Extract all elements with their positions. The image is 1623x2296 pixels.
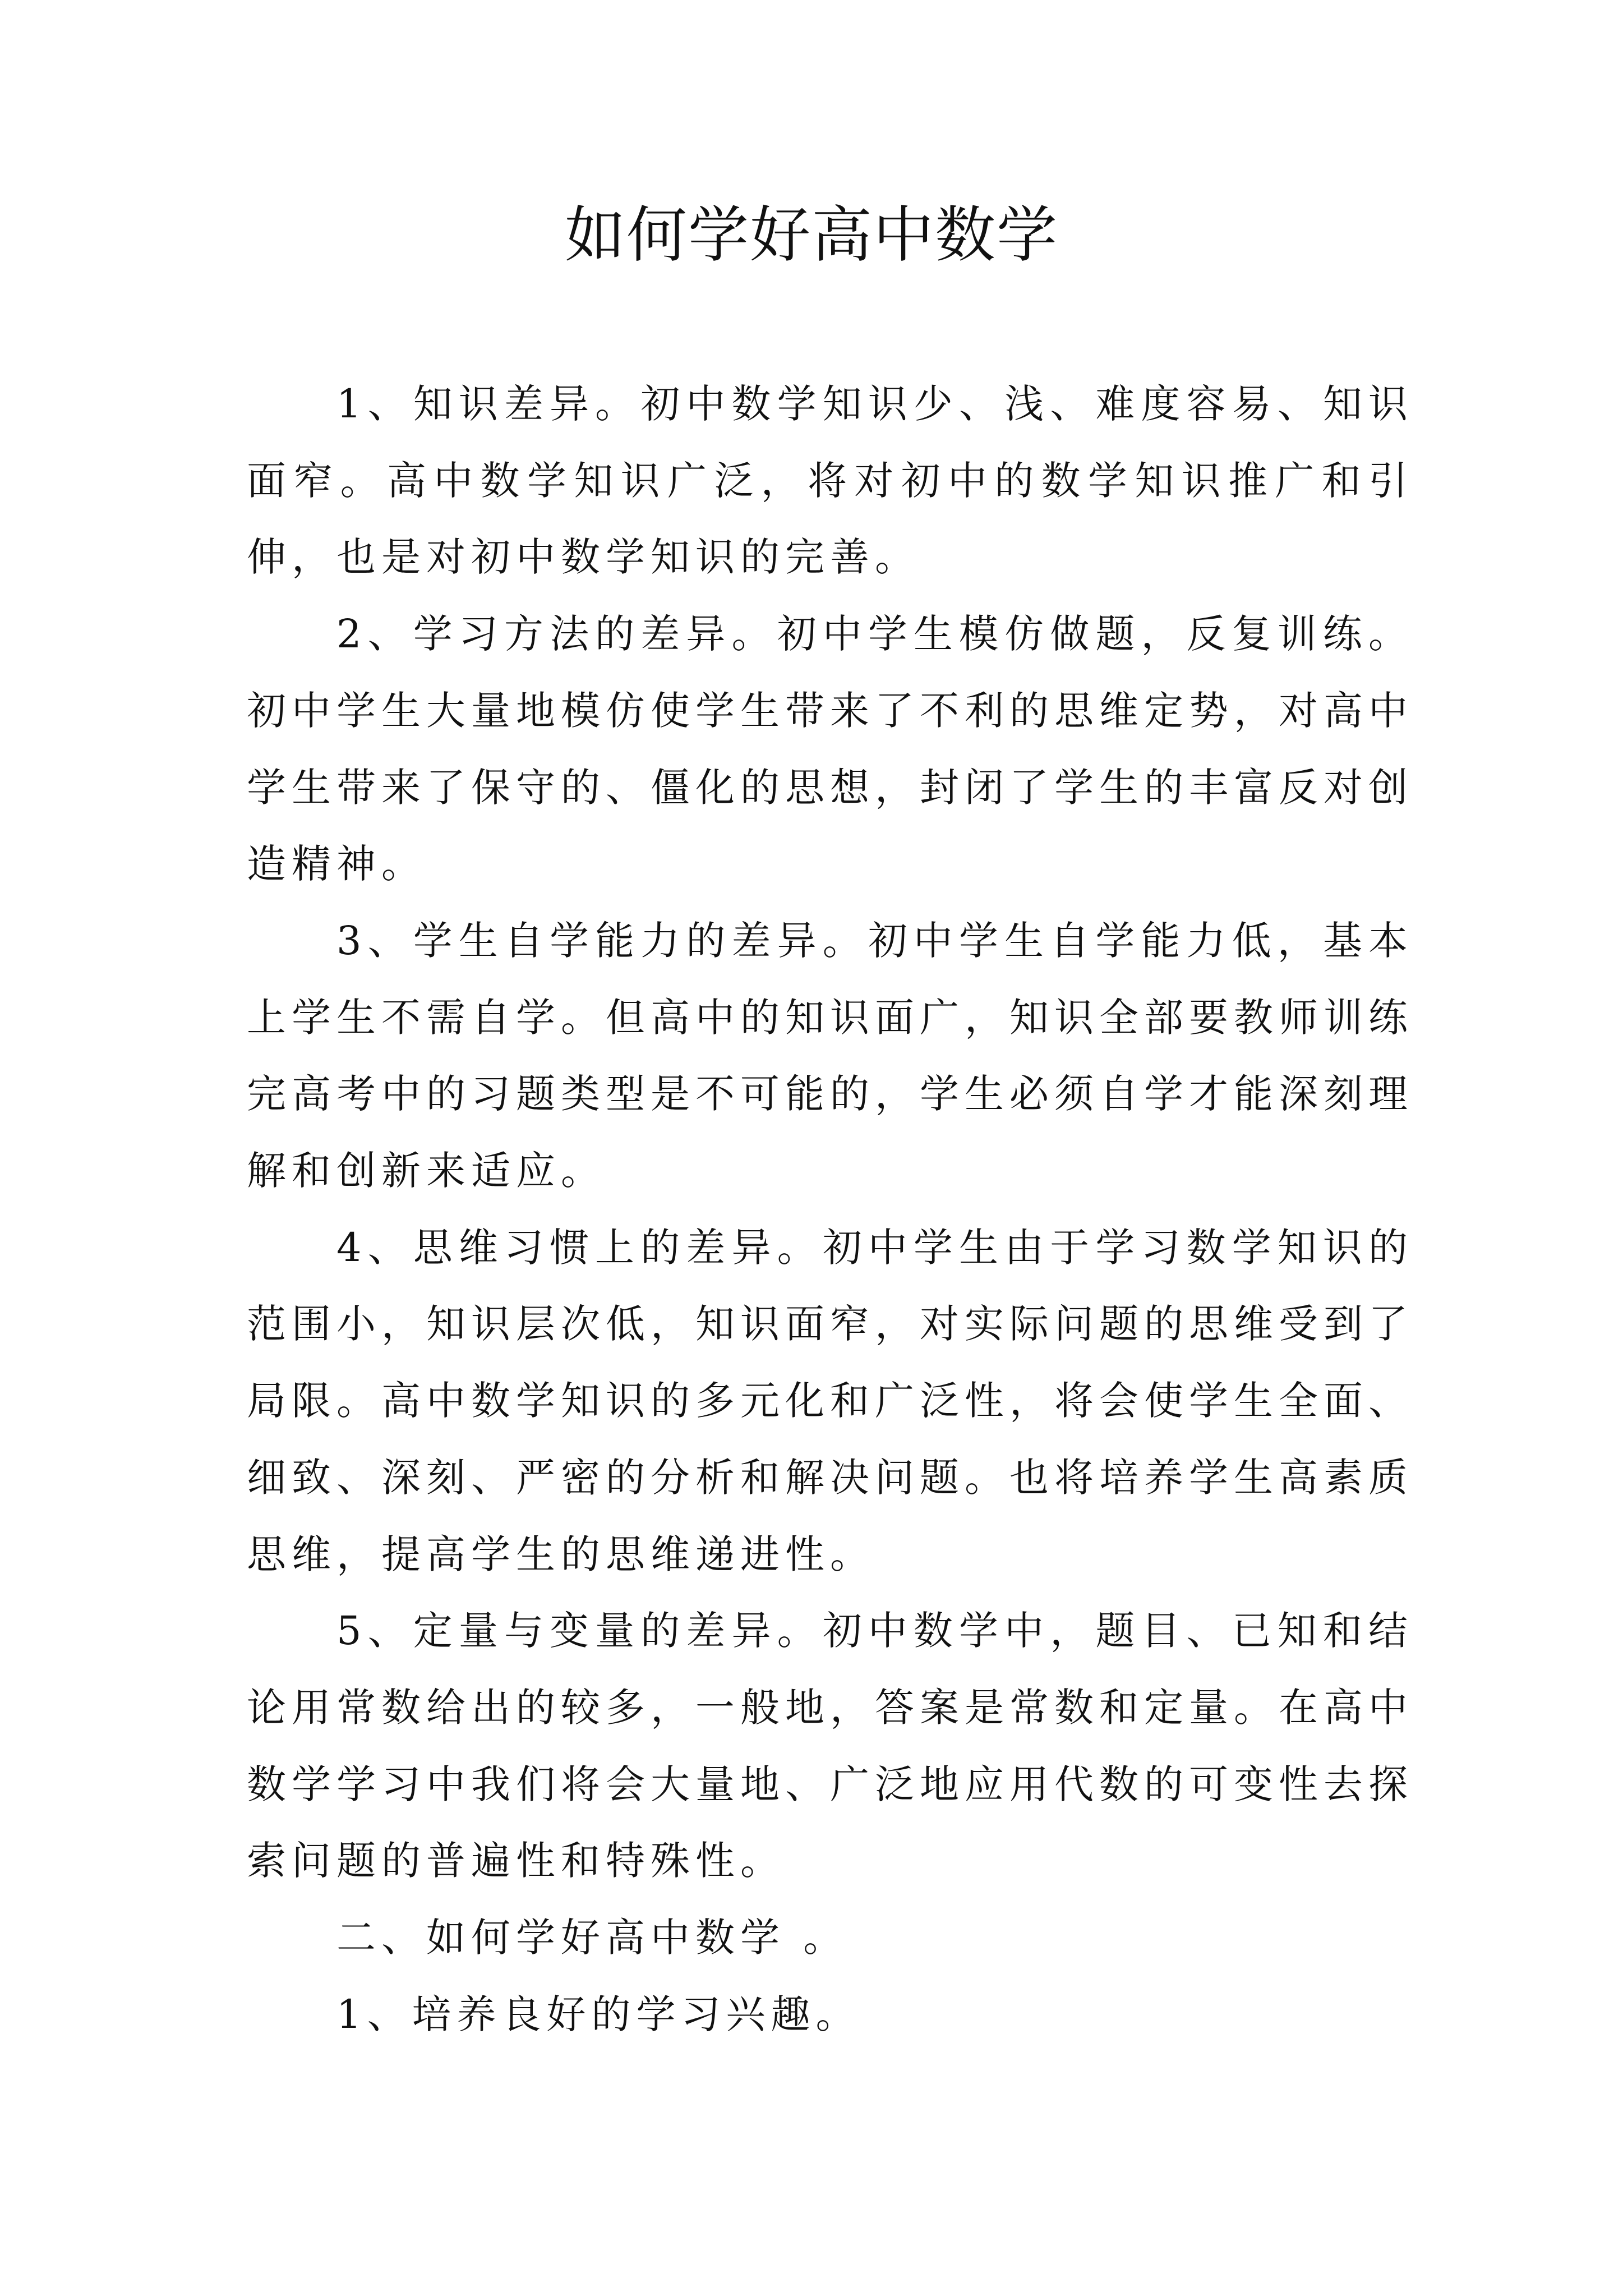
paragraph-constant-variable-difference: 5、定量与变量的差异。初中数学中，题目、已知和结论用常数给出的较多，一般地，答案是常数和定量。在高中数学学习中我们将会大量地、广泛地应用代数的可变性去探索问题的普遍性和特殊性。 <box>247 1608 1413 1884</box>
paragraph-thinking-habit-difference: 4、思维习惯上的差异。初中学生由于学习数学知识的范围小，知识层次低，知识面窄，对实际问题的思维受到了局限。高中数学知识的多元化和广泛性，将会使学生全面、细致、深刻、严密的分析和解决问题。也将培养学生高素质思维，提高学生的思维递进性。 <box>247 1224 1413 1577</box>
document-title: 如何学好高中数学 <box>564 200 1058 270</box>
paragraph-interest: 1、培养良好的学习兴趣。 <box>336 1991 861 2037</box>
paragraph-knowledge-difference: 1、知识差异。初中数学知识少、浅、难度容易、知识面窄。高中数学知识广泛，将对初中的数学知识推广和引伸，也是对初中数学知识的完善。 <box>247 381 1413 581</box>
document-body <box>247 366 1413 2053</box>
section-heading-how-to-learn: 二、如何学好高中数学 。 <box>336 1915 849 1961</box>
paragraph-self-study-difference: 3、学生自学能力的差异。初中学生自学能力低，基本上学生不需自学。但高中的知识面广，知识全部要教师训练完高考中的习题类型是不可能的，学生必须自学才能深刻理解和创新来适应。 <box>247 917 1413 1194</box>
paragraph-learning-method-difference: 2、学习方法的差异。初中学生模仿做题，反复训练。初中学生大量地模仿使学生带来了不利的思维定势，对高中学生带来了保守的、僵化的思想，封闭了学生的丰富反对创造精神。 <box>247 611 1413 887</box>
